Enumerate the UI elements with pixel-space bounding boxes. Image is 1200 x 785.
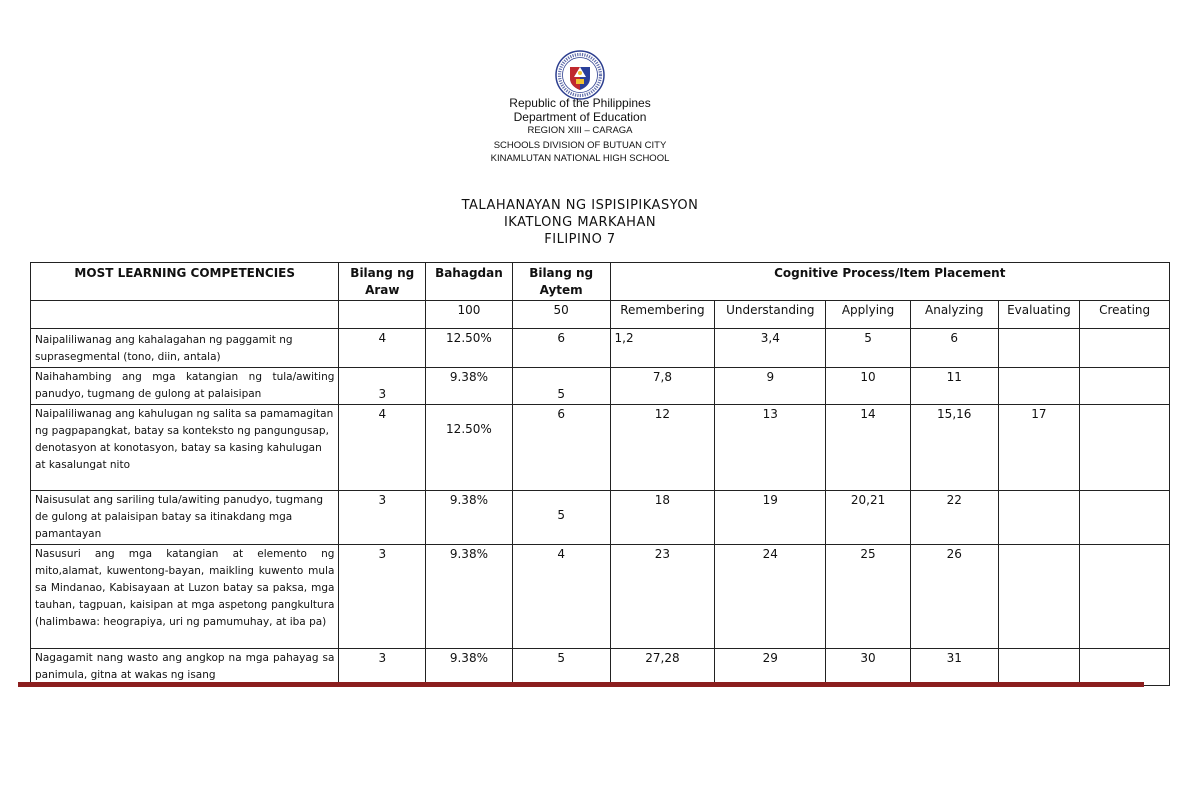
subheader-applying: Applying bbox=[826, 301, 911, 329]
percent-cell: 12.50% bbox=[426, 329, 513, 368]
applying-cell: 14 bbox=[826, 405, 911, 491]
percent-cell: 9.38% bbox=[426, 368, 513, 405]
evaluating-cell: 17 bbox=[998, 405, 1080, 491]
subheader-evaluating: Evaluating bbox=[998, 301, 1080, 329]
analyzing-cell: 22 bbox=[910, 491, 998, 545]
days-cell: 3 bbox=[339, 368, 426, 405]
competency-cell: Naipaliliwanag ang kahulugan ng salita sa pamamagitan ng pagpapangkat, batay sa konteksto ng pangungusap, denotasyon at konotasyon, batay sa kasing kahulugan at kasalungat nito bbox=[31, 405, 339, 491]
doc-subtitle-subject: FILIPINO 7 bbox=[544, 232, 616, 247]
analyzing-cell: 31 bbox=[910, 649, 998, 686]
understanding-cell: 3,4 bbox=[715, 329, 826, 368]
table-row bbox=[31, 368, 1170, 405]
applying-cell: 10 bbox=[826, 368, 911, 405]
table-row bbox=[31, 545, 1170, 649]
header-days: Bilang ng Araw bbox=[339, 263, 426, 301]
evaluating-cell bbox=[998, 491, 1080, 545]
percent-cell: 9.38% bbox=[426, 545, 513, 649]
understanding-cell: 29 bbox=[715, 649, 826, 686]
days-cell: 3 bbox=[339, 491, 426, 545]
header-competencies: MOST LEARNING COMPETENCIES bbox=[31, 263, 339, 301]
remembering-cell: 23 bbox=[610, 545, 715, 649]
header-division: SCHOOLS DIVISION OF BUTUAN CITY bbox=[493, 140, 667, 151]
doc-title: TALAHANAYAN NG ISPISIPIKASYON bbox=[461, 198, 699, 213]
percent-cell: 9.38% bbox=[426, 491, 513, 545]
subheader-percent-total: 100 bbox=[426, 301, 513, 329]
analyzing-cell: 11 bbox=[910, 368, 998, 405]
table-header-row bbox=[31, 263, 1170, 301]
creating-cell bbox=[1080, 329, 1170, 368]
competency-cell: Nasusuri ang mga katangian at elemento ng mito,alamat, kuwentong-bayan, maikling kuwento mula sa Mindanao, Kabisayaan at Luzon batay sa paksa, mga tauhan, tagpuan, kaisipan at mga aspetong pangkultura (halimbawa: heograpiya, uri ng pamumuhay, at iba pa) bbox=[31, 545, 339, 649]
table-subheader-row bbox=[31, 301, 1170, 329]
doc-subtitle-quarter: IKATLONG MARKAHAN bbox=[503, 215, 657, 230]
evaluating-cell bbox=[998, 329, 1080, 368]
specification-table bbox=[30, 262, 1170, 686]
subheader-understanding: Understanding bbox=[715, 301, 826, 329]
remembering-cell: 1,2 bbox=[610, 329, 715, 368]
competency-cell: Naisusulat ang sariling tula/awiting panudyo, tugmang de gulong at palaisipan batay sa itinakdang mga pamantayan bbox=[31, 491, 339, 545]
items-cell: 6 bbox=[512, 405, 610, 491]
understanding-cell: 19 bbox=[715, 491, 826, 545]
subheader-creating: Creating bbox=[1080, 301, 1170, 329]
creating-cell bbox=[1080, 491, 1170, 545]
header-items: Bilang ng Aytem bbox=[512, 263, 610, 301]
creating-cell bbox=[1080, 368, 1170, 405]
days-cell: 3 bbox=[339, 545, 426, 649]
subheader-items-total: 50 bbox=[512, 301, 610, 329]
remembering-cell: 27,28 bbox=[610, 649, 715, 686]
days-cell: 3 bbox=[339, 649, 426, 686]
applying-cell: 25 bbox=[826, 545, 911, 649]
competency-cell: Naipaliliwanag ang kahalagahan ng paggamit ng suprasegmental (tono, diin, antala) bbox=[31, 329, 339, 368]
analyzing-cell: 6 bbox=[910, 329, 998, 368]
competency-cell: Naihahambing ang mga katangian ng tula/awiting panudyo, tugmang de gulong at palaisipan bbox=[31, 368, 339, 405]
items-cell: 5 bbox=[512, 491, 610, 545]
understanding-cell: 9 bbox=[715, 368, 826, 405]
percent-cell: 12.50% bbox=[426, 405, 513, 491]
subheader-empty bbox=[339, 301, 426, 329]
items-cell: 5 bbox=[512, 649, 610, 686]
creating-cell bbox=[1080, 649, 1170, 686]
header-cognitive: Cognitive Process/Item Placement bbox=[610, 263, 1169, 301]
header-department: Department of Education bbox=[513, 110, 647, 124]
creating-cell bbox=[1080, 405, 1170, 491]
competency-cell: Nagagamit nang wasto ang angkop na mga pahayag sa panimula, gitna at wakas ng isang bbox=[31, 649, 339, 686]
header-school: KINAMLUTAN NATIONAL HIGH SCHOOL bbox=[490, 153, 670, 164]
remembering-cell: 7,8 bbox=[610, 368, 715, 405]
items-cell: 4 bbox=[512, 545, 610, 649]
subheader-empty bbox=[31, 301, 339, 329]
analyzing-cell: 26 bbox=[910, 545, 998, 649]
applying-cell: 20,21 bbox=[826, 491, 911, 545]
days-cell: 4 bbox=[339, 405, 426, 491]
items-cell: 5 bbox=[512, 368, 610, 405]
footer-divider-line bbox=[18, 682, 1144, 687]
table-row bbox=[31, 405, 1170, 491]
items-cell: 6 bbox=[512, 329, 610, 368]
table-row bbox=[31, 649, 1170, 686]
header-percent: Bahagdan bbox=[426, 263, 513, 301]
creating-cell bbox=[1080, 545, 1170, 649]
analyzing-cell: 15,16 bbox=[910, 405, 998, 491]
understanding-cell: 13 bbox=[715, 405, 826, 491]
percent-cell: 9.38% bbox=[426, 649, 513, 686]
understanding-cell: 24 bbox=[715, 545, 826, 649]
remembering-cell: 12 bbox=[610, 405, 715, 491]
applying-cell: 5 bbox=[826, 329, 911, 368]
table-row bbox=[31, 491, 1170, 545]
subheader-analyzing: Analyzing bbox=[910, 301, 998, 329]
days-cell: 4 bbox=[339, 329, 426, 368]
header-country: Republic of the Philippines bbox=[509, 96, 651, 110]
applying-cell: 30 bbox=[826, 649, 911, 686]
header-region: REGION XIII – CARAGA bbox=[527, 125, 633, 136]
deped-seal-icon bbox=[555, 50, 605, 100]
evaluating-cell bbox=[998, 368, 1080, 405]
subheader-remembering: Remembering bbox=[610, 301, 715, 329]
table-row bbox=[31, 329, 1170, 368]
evaluating-cell bbox=[998, 649, 1080, 686]
evaluating-cell bbox=[998, 545, 1080, 649]
remembering-cell: 18 bbox=[610, 491, 715, 545]
